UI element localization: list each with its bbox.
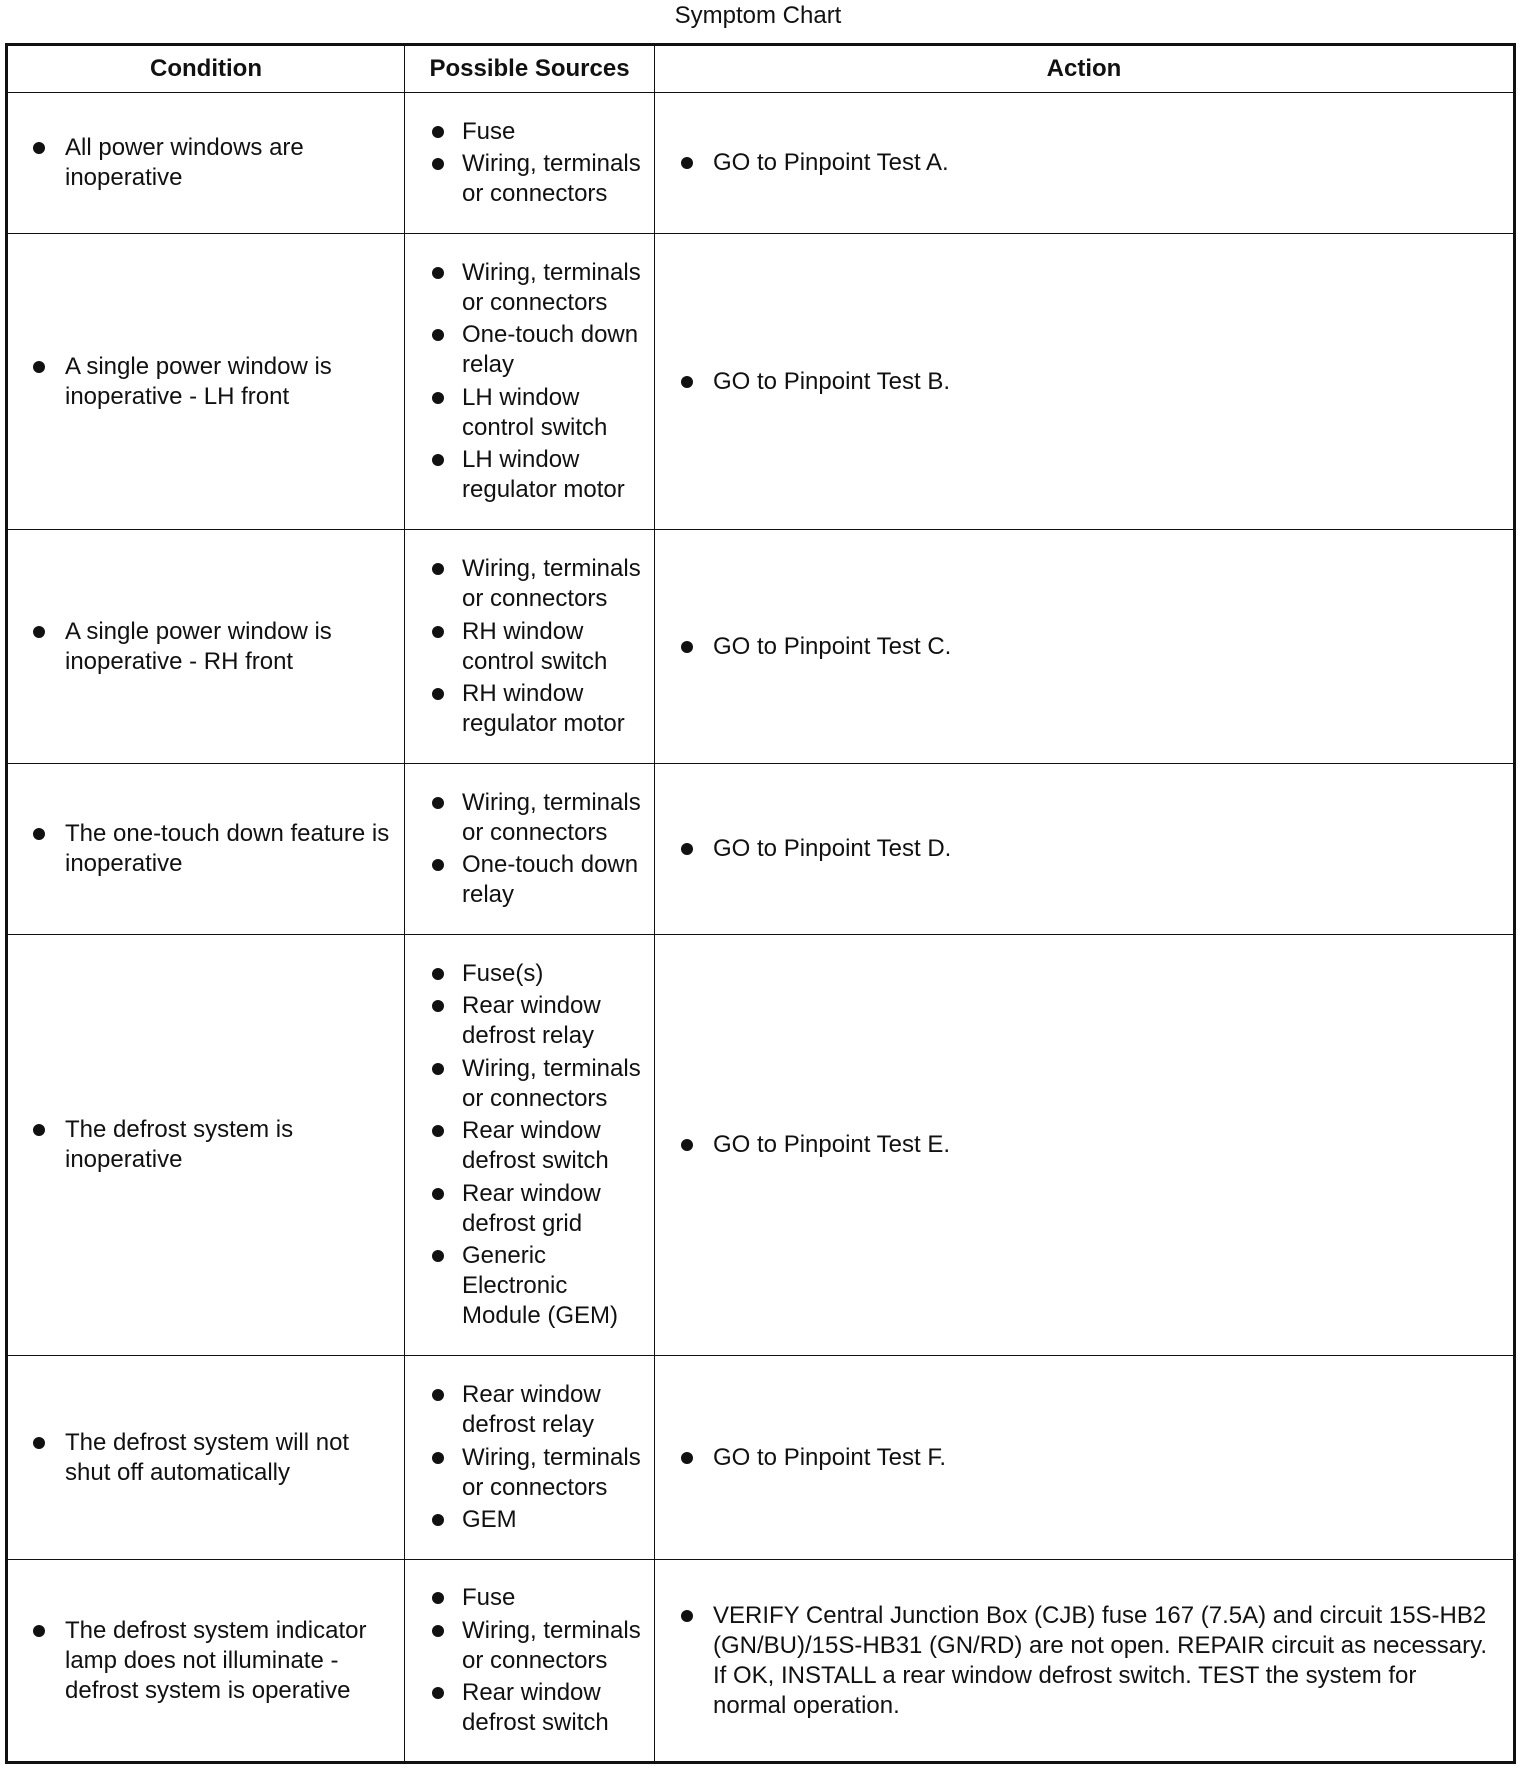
condition-text: The defrost system is inoperative xyxy=(8,1115,404,1175)
source-item: Generic Electronic Module (GEM) xyxy=(405,1241,654,1331)
source-item: LH window regulator motor xyxy=(405,445,654,505)
header-action: Action xyxy=(655,45,1515,93)
header-possible-sources: Possible Sources xyxy=(405,45,655,93)
action-cell xyxy=(655,764,1515,935)
source-item: Rear window defrost relay xyxy=(405,1380,654,1440)
sources-cell xyxy=(405,1560,655,1763)
sources-cell xyxy=(405,764,655,935)
source-item: GEM xyxy=(405,1505,654,1535)
source-item: Fuse xyxy=(405,117,654,147)
condition-text: The one-touch down feature is inoperative xyxy=(8,819,404,879)
source-item: Rear window defrost switch xyxy=(405,1678,654,1738)
action-cell xyxy=(655,1356,1515,1560)
action-text: GO to Pinpoint Test D. xyxy=(655,834,1513,864)
source-item: Wiring, terminals or connectors xyxy=(405,1054,654,1114)
source-item: Wiring, terminals or connectors xyxy=(405,1443,654,1503)
source-item: One-touch down relay xyxy=(405,850,654,910)
condition-cell xyxy=(7,1356,405,1560)
condition-cell xyxy=(7,530,405,764)
source-item: Wiring, terminals or connectors xyxy=(405,788,654,848)
source-item: Rear window defrost relay xyxy=(405,991,654,1051)
condition-cell xyxy=(7,93,405,234)
sources-cell xyxy=(405,234,655,530)
action-text: GO to Pinpoint Test A. xyxy=(655,148,1513,178)
sources-cell xyxy=(405,935,655,1356)
sources-cell xyxy=(405,530,655,764)
source-item: Fuse(s) xyxy=(405,959,654,989)
table-row xyxy=(7,234,1515,530)
source-item: Wiring, terminals or connectors xyxy=(405,149,654,209)
table-header-row xyxy=(7,45,1515,93)
table-row xyxy=(7,1356,1515,1560)
action-text: GO to Pinpoint Test F. xyxy=(655,1443,1513,1473)
sources-cell xyxy=(405,1356,655,1560)
source-item: Wiring, terminals or connectors xyxy=(405,1616,654,1676)
chart-title: Symptom Chart xyxy=(674,2,842,29)
source-item: Wiring, terminals or connectors xyxy=(405,554,654,614)
source-item: LH window control switch xyxy=(405,383,654,443)
action-cell xyxy=(655,234,1515,530)
action-text: VERIFY Central Junction Box (CJB) fuse 167 (7.5A) and circuit 15S-HB2 (GN/BU)/15S-HB31 (GN/RD) are not open. REPAIR circuit as necessary. If OK, INSTALL a rear window defrost switch. TEST the system for normal operation. xyxy=(655,1601,1513,1721)
source-item: RH window control switch xyxy=(405,617,654,677)
table-row xyxy=(7,93,1515,234)
source-item: Rear window defrost grid xyxy=(405,1179,654,1239)
condition-text: A single power window is inoperative - LH front xyxy=(8,352,404,412)
action-text: GO to Pinpoint Test E. xyxy=(655,1130,1513,1160)
condition-text: A single power window is inoperative - RH front xyxy=(8,617,404,677)
condition-cell xyxy=(7,935,405,1356)
symptom-table xyxy=(5,43,1516,1764)
table-row xyxy=(7,764,1515,935)
action-cell xyxy=(655,935,1515,1356)
source-item: One-touch down relay xyxy=(405,320,654,380)
table-row xyxy=(7,530,1515,764)
table-row xyxy=(7,935,1515,1356)
condition-cell xyxy=(7,234,405,530)
source-item: Wiring, terminals or connectors xyxy=(405,258,654,318)
source-item: Rear window defrost switch xyxy=(405,1116,654,1176)
condition-cell xyxy=(7,764,405,935)
action-text: GO to Pinpoint Test B. xyxy=(655,367,1513,397)
condition-text: All power windows are inoperative xyxy=(8,133,404,193)
condition-cell xyxy=(7,1560,405,1763)
action-text: GO to Pinpoint Test C. xyxy=(655,632,1513,662)
action-cell xyxy=(655,93,1515,234)
condition-text: The defrost system will not shut off automatically xyxy=(8,1428,404,1488)
source-item: Fuse xyxy=(405,1583,654,1613)
condition-text: The defrost system indicator lamp does not illuminate - defrost system is operative xyxy=(8,1616,404,1706)
source-item: RH window regulator motor xyxy=(405,679,654,739)
sources-cell xyxy=(405,93,655,234)
table-row xyxy=(7,1560,1515,1763)
action-cell xyxy=(655,530,1515,764)
action-cell xyxy=(655,1560,1515,1763)
header-condition: Condition xyxy=(7,45,405,93)
